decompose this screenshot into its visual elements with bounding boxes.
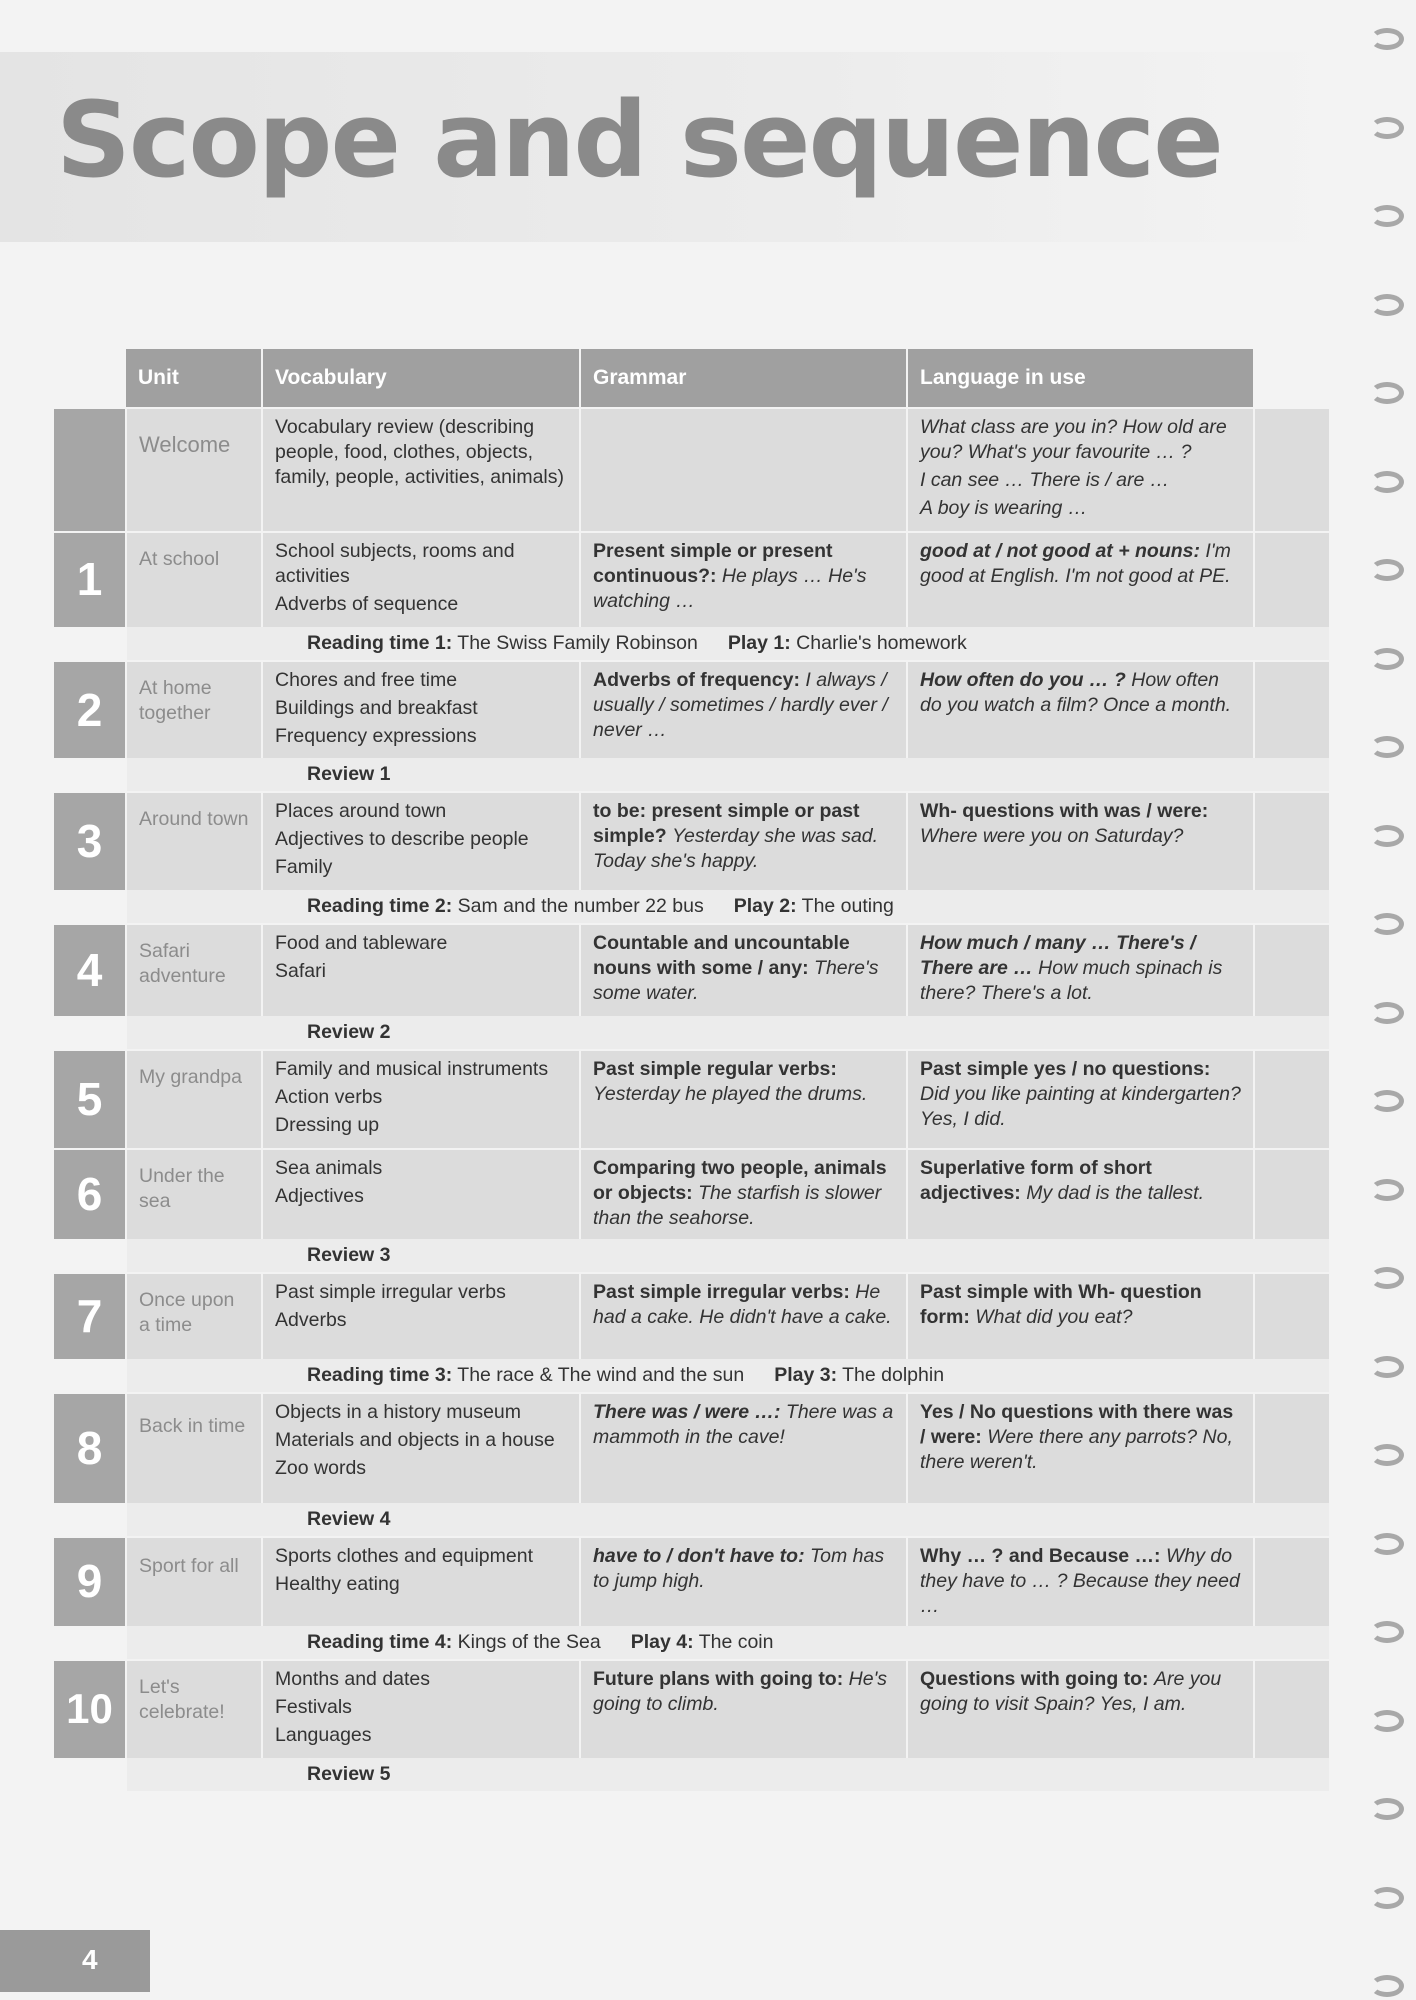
play-label: Play 1: (727, 631, 791, 654)
unit-name: At home together (126, 661, 262, 759)
language-rule: How often do you … ? (920, 668, 1126, 691)
grammar-rule: There was / were …: (593, 1400, 781, 1423)
unit-name: Welcome (126, 408, 262, 532)
spiral-ring-icon (1370, 1444, 1404, 1466)
unit-name: Around town (126, 792, 262, 890)
page-number: 4 (82, 1944, 98, 1975)
grammar-example: Tom has to jump high. (593, 1544, 885, 1592)
spiral-ring-icon (1370, 736, 1404, 758)
language-example: Did you like painting at kindergarten? Yes, I did. (920, 1083, 1241, 1131)
spacer-cell (54, 1626, 126, 1660)
grammar-cell (580, 532, 907, 627)
grammar-rule: Present simple or present continuous?: (593, 539, 833, 587)
reading-time-label: Reading time 4: (307, 1630, 453, 1653)
vocab-item: Adjectives (275, 1185, 364, 1208)
vocabulary-cell (262, 532, 580, 627)
extra-row (54, 1626, 1330, 1660)
grammar-cell (580, 924, 907, 1016)
vocab-item: Materials and objects in a house (275, 1428, 555, 1451)
language-example: What did you eat? (975, 1305, 1133, 1328)
unit-number: 4 (54, 924, 126, 1016)
grammar-rule: to be: present simple or past simple? (593, 800, 860, 848)
spiral-ring-icon (1370, 1356, 1404, 1378)
grammar-cell (580, 1537, 907, 1626)
review-label: Review 3 (307, 1244, 391, 1267)
extra-row (54, 1758, 1330, 1791)
spacer-cell (54, 1503, 126, 1537)
unit-name: My grandpa (126, 1050, 262, 1149)
vocab-item: Sports clothes and equipment (275, 1544, 533, 1567)
review-label: Review 2 (307, 1021, 391, 1044)
vocabulary-cell (262, 924, 580, 1016)
spiral-ring-icon (1370, 1887, 1404, 1909)
review-label: Review 1 (307, 763, 391, 786)
spiral-ring-icon (1370, 471, 1404, 493)
spiral-ring-icon (1370, 1179, 1404, 1201)
spiral-ring-icon (1370, 28, 1404, 50)
play-label: Play 4: (630, 1630, 694, 1653)
spiral-ring-icon (1370, 1710, 1404, 1732)
grammar-cell (580, 1273, 907, 1359)
play-label: Play 3: (774, 1364, 838, 1387)
unit-number: 8 (54, 1393, 126, 1503)
grammar-example: I always / usually / sometimes / hardly ever / never … (593, 668, 888, 741)
language-example: Were there any parrots? No, there weren't. (920, 1425, 1233, 1473)
spiral-ring-icon (1370, 1090, 1404, 1112)
table-row (54, 1273, 1330, 1359)
language-rule: Wh- questions with was / were: (920, 800, 1209, 823)
unit-number: 5 (54, 1050, 126, 1149)
vocab-item: Adverbs of sequence (275, 592, 459, 615)
extra-row (54, 1359, 1330, 1393)
play-title: Charlie's homework (796, 631, 967, 654)
grammar-example: He's going to climb. (593, 1667, 888, 1715)
extra-row (54, 890, 1330, 924)
language-rule: Past simple yes / no questions: (920, 1058, 1211, 1081)
extra-row (54, 1016, 1330, 1050)
table-row (54, 1660, 1330, 1758)
extra-row (54, 1503, 1330, 1537)
language-cell (907, 1273, 1254, 1359)
vocabulary-cell (262, 1660, 580, 1758)
spiral-ring-icon (1370, 1267, 1404, 1289)
header-grammar: Grammar (580, 349, 907, 408)
spiral-binding (1368, 0, 1408, 2000)
header-vocabulary: Vocabulary (262, 349, 580, 408)
grammar-rule: Comparing two people, animals or objects: (593, 1157, 887, 1205)
vocab-item: Dressing up (275, 1114, 380, 1137)
unit-name: Under the sea (126, 1149, 262, 1239)
language-cell (907, 792, 1254, 890)
language-cell (907, 924, 1254, 1016)
extra-row (54, 627, 1330, 661)
unit-number: 10 (54, 1660, 126, 1758)
vocab-item: Safari (275, 960, 326, 983)
grammar-rule: Countable and uncountable nouns with some / any: (593, 932, 850, 980)
vocabulary-cell (262, 1537, 580, 1626)
unit-number: 9 (54, 1537, 126, 1626)
row-end (1254, 924, 1330, 1016)
review-cell (126, 1016, 1330, 1050)
vocab-item: Languages (275, 1723, 372, 1746)
row-end (1254, 1050, 1330, 1149)
language-example: I'm good at English. I'm not good at PE. (920, 539, 1231, 587)
reading-play-cell (126, 1359, 1330, 1393)
reading-time-label: Reading time 1: (307, 631, 453, 654)
grammar-cell (580, 408, 907, 532)
row-end (1254, 408, 1330, 532)
grammar-example: Yesterday he played the drums. (593, 1083, 868, 1106)
vocabulary-cell (262, 792, 580, 890)
row-end (1254, 1660, 1330, 1758)
row-end (1254, 792, 1330, 890)
unit-number: 1 (54, 532, 126, 627)
table-row (54, 1393, 1330, 1503)
play-label: Play 2: (733, 895, 797, 918)
vocab-item: Action verbs (275, 1086, 383, 1109)
reading-time-title: The race & The wind and the sun (457, 1364, 745, 1387)
vocabulary-cell (262, 1050, 580, 1149)
language-rule: Yes / No questions with there was / were: (920, 1400, 1234, 1448)
page-title: Scope and sequence (56, 79, 1222, 201)
language-example: Are you going to visit Spain? Yes, I am. (920, 1667, 1222, 1715)
language-cell (907, 1393, 1254, 1503)
spiral-ring-icon (1370, 648, 1404, 670)
language-item: What class are you in? How old are you? What's your favourite … ? (920, 416, 1227, 463)
review-cell (126, 1239, 1330, 1273)
spacer-cell (54, 1239, 126, 1273)
vocab-item: Festivals (275, 1695, 352, 1718)
spacer-cell (54, 890, 126, 924)
reading-time-title: Kings of the Sea (457, 1630, 601, 1653)
reading-time-title: The Swiss Family Robinson (457, 631, 698, 654)
spiral-ring-icon (1370, 205, 1404, 227)
grammar-rule: Future plans with going to: (593, 1667, 844, 1690)
language-cell (907, 1537, 1254, 1626)
vocab-item: Buildings and breakfast (275, 696, 478, 719)
grammar-cell (580, 1393, 907, 1503)
grammar-rule: Past simple regular verbs: (593, 1058, 837, 1081)
scope-sequence-table (54, 349, 1331, 1791)
vocab-item: Places around town (275, 800, 447, 823)
row-end (1254, 1149, 1330, 1239)
spiral-ring-icon (1370, 1975, 1404, 1997)
vocab-item: School subjects, rooms and activities (275, 539, 515, 587)
row-end (1254, 1393, 1330, 1503)
grammar-example: There's some water. (593, 957, 879, 1005)
language-rule: good at / not good at + nouns: (920, 539, 1200, 562)
spiral-ring-icon (1370, 559, 1404, 581)
language-item: I can see … There is / are … (920, 468, 1170, 491)
grammar-rule: have to / don't have to: (593, 1544, 805, 1567)
extra-row (54, 758, 1330, 792)
header-unit: Unit (126, 349, 262, 408)
grammar-example: He had a cake. He didn't have a cake. (593, 1281, 892, 1328)
vocabulary-cell (262, 408, 580, 532)
play-title: The coin (698, 1630, 774, 1653)
page-number-tab (0, 1930, 150, 1992)
reading-time-label: Reading time 3: (307, 1364, 453, 1387)
language-cell (907, 532, 1254, 627)
grammar-cell (580, 792, 907, 890)
table-row (54, 1050, 1330, 1149)
language-rule: Questions with going to: (920, 1667, 1149, 1690)
table-row (54, 1149, 1330, 1239)
reading-time-label: Reading time 2: (307, 895, 453, 918)
vocab-item: Healthy eating (275, 1572, 400, 1595)
table-row (54, 792, 1330, 890)
vocabulary-cell (262, 1393, 580, 1503)
unit-name: At school (126, 532, 262, 627)
unit-number: 6 (54, 1149, 126, 1239)
spacer-cell (54, 1016, 126, 1050)
spacer-cell (54, 1758, 126, 1791)
spiral-ring-icon (1370, 1002, 1404, 1024)
row-end (1254, 1537, 1330, 1626)
row-end (1254, 532, 1330, 627)
spiral-ring-icon (1370, 1621, 1404, 1643)
language-rule: Why … ? and Because …: (920, 1544, 1161, 1567)
vocab-item: Adjectives to describe people (275, 828, 529, 851)
language-cell (907, 408, 1254, 532)
table-header-row (54, 349, 1330, 408)
spiral-ring-icon (1370, 1533, 1404, 1555)
spacer-cell (54, 1359, 126, 1393)
review-cell (126, 758, 1330, 792)
vocabulary-cell (262, 1149, 580, 1239)
vocab-item: Zoo words (275, 1456, 367, 1479)
vocab-item: Vocabulary review (describing people, food, clothes, objects, family, people, activities, animals) (275, 416, 564, 488)
table-row (54, 661, 1330, 759)
language-example: How much spinach is there? There's a lot. (920, 957, 1223, 1005)
vocab-item: Family and musical instruments (275, 1058, 549, 1081)
extra-row (54, 1239, 1330, 1273)
grammar-example: The starfish is slower than the seahorse. (593, 1182, 882, 1229)
grammar-cell (580, 1660, 907, 1758)
vocab-item: Objects in a history museum (275, 1400, 522, 1423)
language-item: A boy is wearing … (920, 496, 1088, 519)
reading-play-cell (126, 890, 1330, 924)
vocab-item: Food and tableware (275, 932, 448, 955)
language-cell (907, 1149, 1254, 1239)
table-row (54, 532, 1330, 627)
unit-number: 2 (54, 661, 126, 759)
reading-play-cell (126, 627, 1330, 661)
spiral-ring-icon (1370, 117, 1404, 139)
spacer-cell (54, 627, 126, 661)
language-rule: Superlative form of short adjectives: (920, 1157, 1152, 1205)
vocabulary-cell (262, 1273, 580, 1359)
language-example: Why do they have to … ? Because they need … (920, 1544, 1240, 1617)
spiral-ring-icon (1370, 825, 1404, 847)
spiral-ring-icon (1370, 1798, 1404, 1820)
grammar-cell (580, 661, 907, 759)
language-rule: Past simple with Wh- question form: (920, 1281, 1202, 1328)
grammar-example: There was a mammoth in the cave! (593, 1400, 894, 1448)
unit-number: 7 (54, 1273, 126, 1359)
spiral-ring-icon (1370, 382, 1404, 404)
unit-name: Sport for all (126, 1537, 262, 1626)
unit-number (54, 408, 126, 532)
header-spacer (54, 349, 126, 408)
review-cell (126, 1503, 1330, 1537)
reading-play-cell (126, 1626, 1330, 1660)
spiral-ring-icon (1370, 294, 1404, 316)
play-title: The dolphin (842, 1364, 945, 1387)
unit-name: Back in time (126, 1393, 262, 1503)
review-label: Review 4 (307, 1507, 391, 1530)
header-language-in-use: Language in use (907, 349, 1254, 408)
vocabulary-cell (262, 661, 580, 759)
row-end (1254, 661, 1330, 759)
vocab-item: Frequency expressions (275, 724, 477, 747)
review-cell (126, 1758, 1330, 1791)
vocab-item: Family (275, 856, 333, 879)
play-title: The outing (801, 895, 894, 918)
language-example: Where were you on Saturday? (920, 825, 1184, 848)
spacer-cell (54, 758, 126, 792)
vocab-item: Months and dates (275, 1667, 431, 1690)
language-cell (907, 1050, 1254, 1149)
unit-name: Once upon a time (126, 1273, 262, 1359)
reading-time-title: Sam and the number 22 bus (457, 895, 704, 918)
unit-name: Let's celebrate! (126, 1660, 262, 1758)
language-example: My dad is the tallest. (1026, 1182, 1204, 1205)
grammar-rule: Adverbs of frequency: (593, 668, 800, 691)
review-label: Review 5 (307, 1762, 391, 1785)
grammar-example: He plays … He's watching … (593, 564, 867, 612)
language-cell (907, 661, 1254, 759)
vocab-item: Chores and free time (275, 668, 458, 691)
table-row (54, 1537, 1330, 1626)
unit-name: Safari adventure (126, 924, 262, 1016)
vocab-item: Past simple irregular verbs (275, 1281, 506, 1304)
spiral-ring-icon (1370, 913, 1404, 935)
vocab-item: Adverbs (275, 1308, 347, 1331)
grammar-rule: Past simple irregular verbs: (593, 1281, 850, 1304)
language-rule: How much / many … There's / There are … (920, 932, 1196, 980)
grammar-cell (580, 1149, 907, 1239)
language-cell (907, 1660, 1254, 1758)
vocab-item: Sea animals (275, 1157, 383, 1180)
header-spacer-right (1254, 349, 1330, 408)
row-end (1254, 1273, 1330, 1359)
grammar-example: Yesterday she was sad. Today she's happy. (593, 825, 879, 873)
table-row (54, 408, 1330, 532)
language-example: How often do you watch a film? Once a month. (920, 668, 1232, 716)
unit-number: 3 (54, 792, 126, 890)
table-row (54, 924, 1330, 1016)
grammar-cell (580, 1050, 907, 1149)
